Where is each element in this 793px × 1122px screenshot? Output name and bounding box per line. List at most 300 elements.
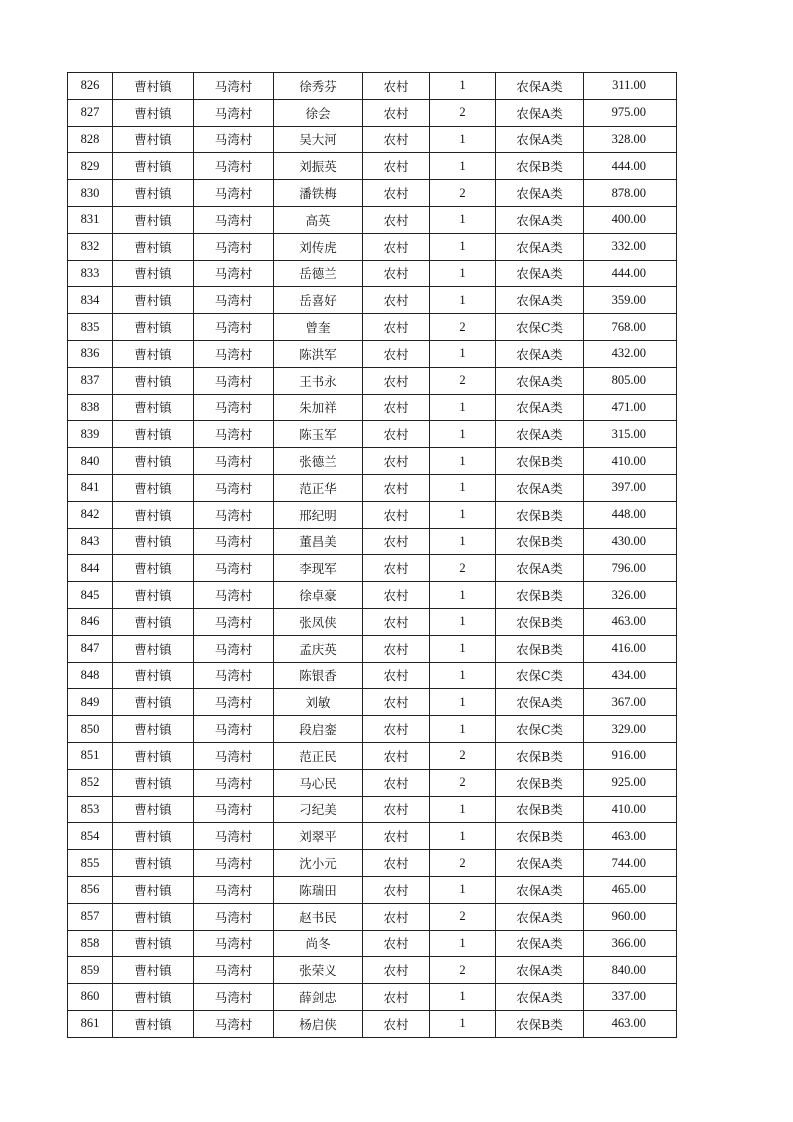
category-cell: 农保A类 [496,903,584,930]
town-cell: 曹村镇 [113,394,194,421]
household-count-cell: 1 [430,1010,496,1037]
town-cell: 曹村镇 [113,662,194,689]
area-type-cell: 农村 [363,99,430,126]
table-row [68,555,677,582]
amount-cell: 975.00 [584,99,677,126]
village-cell: 马湾村 [194,742,274,769]
table-row [68,689,677,716]
area-type-cell: 农村 [363,957,430,984]
row-number: 859 [68,957,113,984]
category-cell: 农保A类 [496,555,584,582]
table-row [68,876,677,903]
amount-cell: 329.00 [584,716,677,743]
household-count-cell: 1 [430,796,496,823]
village-cell: 马湾村 [194,1010,274,1037]
village-cell: 马湾村 [194,796,274,823]
household-count-cell: 2 [430,957,496,984]
village-cell: 马湾村 [194,689,274,716]
area-type-cell: 农村 [363,474,430,501]
name-cell: 沈小元 [274,850,363,877]
row-number: 826 [68,73,113,100]
amount-cell: 410.00 [584,448,677,475]
amount-cell: 434.00 [584,662,677,689]
household-count-cell: 1 [430,206,496,233]
table-row [68,1010,677,1037]
household-count-cell: 1 [430,528,496,555]
town-cell: 曹村镇 [113,608,194,635]
amount-cell: 960.00 [584,903,677,930]
town-cell: 曹村镇 [113,903,194,930]
area-type-cell: 农村 [363,260,430,287]
area-type-cell: 农村 [363,153,430,180]
area-type-cell: 农村 [363,448,430,475]
table-row [68,501,677,528]
name-cell: 马心民 [274,769,363,796]
area-type-cell: 农村 [363,287,430,314]
amount-cell: 326.00 [584,582,677,609]
town-cell: 曹村镇 [113,823,194,850]
area-type-cell: 农村 [363,314,430,341]
village-cell: 马湾村 [194,876,274,903]
town-cell: 曹村镇 [113,635,194,662]
name-cell: 杨启侠 [274,1010,363,1037]
village-cell: 马湾村 [194,528,274,555]
village-cell: 马湾村 [194,582,274,609]
name-cell: 陈洪军 [274,340,363,367]
household-count-cell: 1 [430,287,496,314]
amount-cell: 397.00 [584,474,677,501]
household-count-cell: 1 [430,153,496,180]
town-cell: 曹村镇 [113,153,194,180]
household-count-cell: 1 [430,421,496,448]
row-number: 834 [68,287,113,314]
town-cell: 曹村镇 [113,582,194,609]
town-cell: 曹村镇 [113,340,194,367]
area-type-cell: 农村 [363,421,430,448]
row-number: 840 [68,448,113,475]
table-row [68,153,677,180]
amount-cell: 796.00 [584,555,677,582]
amount-cell: 410.00 [584,796,677,823]
town-cell: 曹村镇 [113,180,194,207]
category-cell: 农保A类 [496,421,584,448]
amount-cell: 878.00 [584,180,677,207]
village-cell: 马湾村 [194,287,274,314]
town-cell: 曹村镇 [113,287,194,314]
household-count-cell: 1 [430,662,496,689]
area-type-cell: 农村 [363,796,430,823]
amount-cell: 465.00 [584,876,677,903]
category-cell: 农保B类 [496,153,584,180]
table-row [68,957,677,984]
village-cell: 马湾村 [194,394,274,421]
name-cell: 高英 [274,206,363,233]
amount-cell: 768.00 [584,314,677,341]
name-cell: 刘振英 [274,153,363,180]
table-row [68,984,677,1011]
household-count-cell: 1 [430,233,496,260]
name-cell: 尚冬 [274,930,363,957]
area-type-cell: 农村 [363,930,430,957]
table-row [68,448,677,475]
area-type-cell: 农村 [363,716,430,743]
village-cell: 马湾村 [194,769,274,796]
area-type-cell: 农村 [363,555,430,582]
amount-cell: 367.00 [584,689,677,716]
town-cell: 曹村镇 [113,314,194,341]
area-type-cell: 农村 [363,367,430,394]
table-row [68,287,677,314]
row-number: 860 [68,984,113,1011]
household-count-cell: 2 [430,180,496,207]
category-cell: 农保B类 [496,796,584,823]
category-cell: 农保A类 [496,957,584,984]
category-cell: 农保B类 [496,528,584,555]
table-row [68,394,677,421]
village-cell: 马湾村 [194,99,274,126]
table-row [68,716,677,743]
amount-cell: 400.00 [584,206,677,233]
table-row [68,742,677,769]
household-count-cell: 1 [430,501,496,528]
category-cell: 农保C类 [496,314,584,341]
amount-cell: 366.00 [584,930,677,957]
name-cell: 刘敏 [274,689,363,716]
name-cell: 徐秀芬 [274,73,363,100]
row-number: 853 [68,796,113,823]
row-number: 854 [68,823,113,850]
name-cell: 董昌美 [274,528,363,555]
area-type-cell: 农村 [363,823,430,850]
amount-cell: 315.00 [584,421,677,448]
category-cell: 农保A类 [496,930,584,957]
table-row [68,73,677,100]
name-cell: 范正民 [274,742,363,769]
name-cell: 张德兰 [274,448,363,475]
town-cell: 曹村镇 [113,555,194,582]
name-cell: 张荣义 [274,957,363,984]
row-number: 839 [68,421,113,448]
household-count-cell: 1 [430,876,496,903]
category-cell: 农保B类 [496,582,584,609]
amount-cell: 430.00 [584,528,677,555]
row-number: 827 [68,99,113,126]
area-type-cell: 农村 [363,340,430,367]
amount-cell: 337.00 [584,984,677,1011]
row-number: 849 [68,689,113,716]
category-cell: 农保B类 [496,501,584,528]
category-cell: 农保A类 [496,850,584,877]
amount-cell: 444.00 [584,153,677,180]
village-cell: 马湾村 [194,850,274,877]
amount-cell: 463.00 [584,608,677,635]
name-cell: 刘传虎 [274,233,363,260]
row-number: 852 [68,769,113,796]
row-number: 831 [68,206,113,233]
area-type-cell: 农村 [363,233,430,260]
table-row [68,421,677,448]
area-type-cell: 农村 [363,394,430,421]
amount-cell: 359.00 [584,287,677,314]
name-cell: 曾奎 [274,314,363,341]
name-cell: 刘翠平 [274,823,363,850]
household-count-cell: 2 [430,367,496,394]
town-cell: 曹村镇 [113,1010,194,1037]
area-type-cell: 农村 [363,73,430,100]
name-cell: 陈瑞田 [274,876,363,903]
row-number: 842 [68,501,113,528]
row-number: 843 [68,528,113,555]
row-number: 851 [68,742,113,769]
name-cell: 范正华 [274,474,363,501]
area-type-cell: 农村 [363,662,430,689]
table-body [68,73,677,1038]
amount-cell: 463.00 [584,823,677,850]
amount-cell: 328.00 [584,126,677,153]
amount-cell: 805.00 [584,367,677,394]
household-count-cell: 1 [430,126,496,153]
amount-cell: 463.00 [584,1010,677,1037]
household-count-cell: 1 [430,448,496,475]
amount-cell: 840.00 [584,957,677,984]
amount-cell: 432.00 [584,340,677,367]
village-cell: 马湾村 [194,340,274,367]
category-cell: 农保A类 [496,876,584,903]
table-row [68,823,677,850]
household-count-cell: 1 [430,582,496,609]
village-cell: 马湾村 [194,823,274,850]
town-cell: 曹村镇 [113,126,194,153]
row-number: 830 [68,180,113,207]
category-cell: 农保B类 [496,823,584,850]
row-number: 838 [68,394,113,421]
row-number: 828 [68,126,113,153]
household-count-cell: 1 [430,608,496,635]
village-cell: 马湾村 [194,260,274,287]
town-cell: 曹村镇 [113,367,194,394]
table-row [68,314,677,341]
table-row [68,582,677,609]
area-type-cell: 农村 [363,769,430,796]
household-count-cell: 1 [430,823,496,850]
area-type-cell: 农村 [363,608,430,635]
town-cell: 曹村镇 [113,501,194,528]
household-count-cell: 1 [430,984,496,1011]
name-cell: 吴大河 [274,126,363,153]
amount-cell: 311.00 [584,73,677,100]
beneficiary-table [67,72,677,1038]
town-cell: 曹村镇 [113,73,194,100]
area-type-cell: 农村 [363,501,430,528]
area-type-cell: 农村 [363,528,430,555]
area-type-cell: 农村 [363,1010,430,1037]
table-row [68,340,677,367]
village-cell: 马湾村 [194,474,274,501]
name-cell: 李现军 [274,555,363,582]
village-cell: 马湾村 [194,662,274,689]
village-cell: 马湾村 [194,73,274,100]
name-cell: 潘铁梅 [274,180,363,207]
town-cell: 曹村镇 [113,206,194,233]
town-cell: 曹村镇 [113,528,194,555]
category-cell: 农保A类 [496,340,584,367]
row-number: 829 [68,153,113,180]
household-count-cell: 1 [430,260,496,287]
name-cell: 赵书民 [274,903,363,930]
table-row [68,528,677,555]
town-cell: 曹村镇 [113,957,194,984]
row-number: 856 [68,876,113,903]
town-cell: 曹村镇 [113,742,194,769]
category-cell: 农保A类 [496,367,584,394]
town-cell: 曹村镇 [113,421,194,448]
town-cell: 曹村镇 [113,260,194,287]
name-cell: 王书永 [274,367,363,394]
amount-cell: 471.00 [584,394,677,421]
amount-cell: 925.00 [584,769,677,796]
town-cell: 曹村镇 [113,850,194,877]
household-count-cell: 2 [430,314,496,341]
category-cell: 农保A类 [496,126,584,153]
area-type-cell: 农村 [363,635,430,662]
category-cell: 农保B类 [496,1010,584,1037]
village-cell: 马湾村 [194,608,274,635]
category-cell: 农保C类 [496,662,584,689]
household-count-cell: 1 [430,474,496,501]
row-number: 858 [68,930,113,957]
village-cell: 马湾村 [194,984,274,1011]
village-cell: 马湾村 [194,126,274,153]
amount-cell: 444.00 [584,260,677,287]
row-number: 846 [68,608,113,635]
row-number: 835 [68,314,113,341]
row-number: 836 [68,340,113,367]
category-cell: 农保A类 [496,206,584,233]
category-cell: 农保A类 [496,233,584,260]
area-type-cell: 农村 [363,984,430,1011]
name-cell: 邢纪明 [274,501,363,528]
category-cell: 农保B类 [496,608,584,635]
household-count-cell: 1 [430,689,496,716]
amount-cell: 916.00 [584,742,677,769]
name-cell: 徐卓豪 [274,582,363,609]
town-cell: 曹村镇 [113,99,194,126]
name-cell: 岳喜好 [274,287,363,314]
table-row [68,180,677,207]
town-cell: 曹村镇 [113,689,194,716]
village-cell: 马湾村 [194,421,274,448]
category-cell: 农保A类 [496,287,584,314]
household-count-cell: 2 [430,903,496,930]
village-cell: 马湾村 [194,233,274,260]
table-row [68,99,677,126]
area-type-cell: 农村 [363,126,430,153]
village-cell: 马湾村 [194,367,274,394]
town-cell: 曹村镇 [113,769,194,796]
table-row [68,233,677,260]
row-number: 850 [68,716,113,743]
category-cell: 农保B类 [496,742,584,769]
household-count-cell: 1 [430,716,496,743]
town-cell: 曹村镇 [113,233,194,260]
row-number: 841 [68,474,113,501]
category-cell: 农保B类 [496,448,584,475]
row-number: 832 [68,233,113,260]
village-cell: 马湾村 [194,716,274,743]
category-cell: 农保B类 [496,635,584,662]
table-row [68,608,677,635]
area-type-cell: 农村 [363,903,430,930]
village-cell: 马湾村 [194,206,274,233]
name-cell: 徐会 [274,99,363,126]
row-number: 861 [68,1010,113,1037]
village-cell: 马湾村 [194,555,274,582]
village-cell: 马湾村 [194,501,274,528]
town-cell: 曹村镇 [113,716,194,743]
table-row [68,367,677,394]
row-number: 837 [68,367,113,394]
household-count-cell: 2 [430,850,496,877]
household-count-cell: 2 [430,555,496,582]
table-row [68,796,677,823]
name-cell: 陈银香 [274,662,363,689]
town-cell: 曹村镇 [113,876,194,903]
household-count-cell: 1 [430,73,496,100]
amount-cell: 744.00 [584,850,677,877]
row-number: 845 [68,582,113,609]
row-number: 855 [68,850,113,877]
category-cell: 农保A类 [496,394,584,421]
table-row [68,903,677,930]
household-count-cell: 1 [430,394,496,421]
row-number: 848 [68,662,113,689]
name-cell: 薛剑忠 [274,984,363,1011]
household-count-cell: 2 [430,769,496,796]
village-cell: 马湾村 [194,930,274,957]
village-cell: 马湾村 [194,180,274,207]
name-cell: 陈玉军 [274,421,363,448]
household-count-cell: 1 [430,930,496,957]
town-cell: 曹村镇 [113,448,194,475]
area-type-cell: 农村 [363,689,430,716]
household-count-cell: 2 [430,742,496,769]
category-cell: 农保A类 [496,474,584,501]
category-cell: 农保B类 [496,769,584,796]
village-cell: 马湾村 [194,903,274,930]
category-cell: 农保A类 [496,180,584,207]
area-type-cell: 农村 [363,742,430,769]
category-cell: 农保A类 [496,689,584,716]
name-cell: 孟庆英 [274,635,363,662]
area-type-cell: 农村 [363,180,430,207]
table-row [68,474,677,501]
area-type-cell: 农村 [363,850,430,877]
table-row [68,930,677,957]
category-cell: 农保C类 [496,716,584,743]
town-cell: 曹村镇 [113,474,194,501]
amount-cell: 448.00 [584,501,677,528]
table-row [68,635,677,662]
table-row [68,850,677,877]
village-cell: 马湾村 [194,314,274,341]
table-row [68,126,677,153]
name-cell: 岳德兰 [274,260,363,287]
row-number: 844 [68,555,113,582]
category-cell: 农保A类 [496,260,584,287]
name-cell: 刁纪美 [274,796,363,823]
category-cell: 农保A类 [496,984,584,1011]
town-cell: 曹村镇 [113,984,194,1011]
